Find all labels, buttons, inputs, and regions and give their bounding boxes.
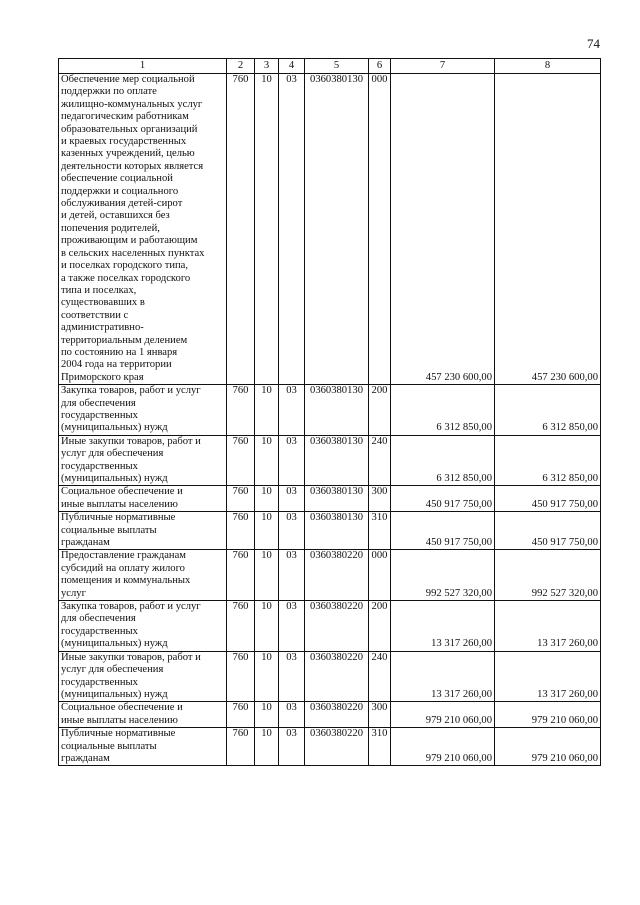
row-name-cell xyxy=(59,435,227,486)
row-name-line: и детей, оставшихся без xyxy=(61,210,170,222)
section-cell: 10 xyxy=(255,728,279,766)
expense-type-cell: 310 xyxy=(369,512,391,550)
row-name-line: Обеспечение мер социальной xyxy=(61,74,195,85)
row-name-line: и поселках городского типа, xyxy=(61,260,189,272)
amount-year-2-cell: 992 527 320,00 xyxy=(495,550,601,601)
amount-year-1-cell: 6 312 850,00 xyxy=(391,385,495,436)
table-row xyxy=(59,702,601,728)
row-name-line: существовавших в xyxy=(61,297,145,309)
table-row xyxy=(59,435,601,486)
expense-type-cell: 000 xyxy=(369,74,391,385)
row-name-line: а также поселках городского xyxy=(61,272,191,284)
table-row xyxy=(59,550,601,601)
row-name-line: в сельских населенных пунктах xyxy=(61,247,205,259)
target-article-cell: 0360380220 xyxy=(305,702,369,728)
row-name-line: типа и поселках, xyxy=(61,284,137,296)
row-name-line: жилищно-коммунальных услуг xyxy=(61,98,203,110)
target-article-cell: 0360380220 xyxy=(305,601,369,652)
table-row xyxy=(59,74,601,385)
subsection-cell: 03 xyxy=(279,74,305,385)
target-article-cell: 0360380220 xyxy=(305,550,369,601)
amount-year-1-cell: 457 230 600,00 xyxy=(391,74,495,385)
expense-type-cell: 240 xyxy=(369,651,391,702)
amount-year-2-cell: 457 230 600,00 xyxy=(495,74,601,385)
amount-year-2-cell: 13 317 260,00 xyxy=(495,651,601,702)
column-header: 5 xyxy=(305,59,369,74)
row-name-line: (муниципальных) нужд xyxy=(61,688,168,700)
section-cell: 10 xyxy=(255,512,279,550)
amount-year-2-cell: 450 917 750,00 xyxy=(495,486,601,512)
target-article-cell: 0360380130 xyxy=(305,435,369,486)
row-name-cell xyxy=(59,601,227,652)
subsection-cell: 03 xyxy=(279,435,305,486)
row-name-cell xyxy=(59,74,227,385)
admin-code-cell: 760 xyxy=(227,512,255,550)
subsection-cell: 03 xyxy=(279,601,305,652)
target-article-cell: 0360380130 xyxy=(305,512,369,550)
table-row xyxy=(59,486,601,512)
subsection-cell: 03 xyxy=(279,512,305,550)
amount-year-1-cell: 13 317 260,00 xyxy=(391,651,495,702)
row-name-line: проживающим и работающим xyxy=(61,235,198,247)
target-article-cell: 0360380130 xyxy=(305,385,369,436)
section-cell: 10 xyxy=(255,550,279,601)
row-name-line: Закупка товаров, работ и услуг xyxy=(61,601,201,613)
row-name-cell xyxy=(59,385,227,436)
target-article-cell: 0360380130 xyxy=(305,74,369,385)
row-name-line: для обеспечения xyxy=(61,397,136,409)
page-number: 74 xyxy=(587,36,600,51)
section-cell: 10 xyxy=(255,385,279,436)
section-cell: 10 xyxy=(255,601,279,652)
row-name-line: казенных учреждений, целью xyxy=(61,148,195,160)
subsection-cell: 03 xyxy=(279,486,305,512)
subsection-cell: 03 xyxy=(279,385,305,436)
budget-table xyxy=(58,58,601,766)
amount-year-2-cell: 6 312 850,00 xyxy=(495,435,601,486)
row-name-line: услуг для обеспечения xyxy=(61,448,164,460)
subsection-cell: 03 xyxy=(279,728,305,766)
row-name-line: и краевых государственных xyxy=(61,136,187,148)
subsection-cell: 03 xyxy=(279,550,305,601)
expense-type-cell: 300 xyxy=(369,486,391,512)
target-article-cell: 0360380220 xyxy=(305,728,369,766)
row-name-line: государственных xyxy=(61,676,138,688)
row-name-line: территориальным делением xyxy=(61,334,188,346)
row-name-line: (муниципальных) нужд xyxy=(61,638,168,650)
row-name-line: попечения родителей, xyxy=(61,222,160,234)
expense-type-cell: 240 xyxy=(369,435,391,486)
column-header: 8 xyxy=(495,59,601,74)
admin-code-cell: 760 xyxy=(227,550,255,601)
section-cell: 10 xyxy=(255,651,279,702)
amount-year-2-cell: 450 917 750,00 xyxy=(495,512,601,550)
row-name-line: педагогическим работникам xyxy=(61,111,189,123)
row-name-line: Публичные нормативные xyxy=(61,728,176,740)
section-cell: 10 xyxy=(255,435,279,486)
row-name-line: образовательных организаций xyxy=(61,123,198,135)
amount-year-1-cell: 13 317 260,00 xyxy=(391,601,495,652)
row-name-line: государственных xyxy=(61,625,138,637)
target-article-cell: 0360380220 xyxy=(305,651,369,702)
amount-year-2-cell: 6 312 850,00 xyxy=(495,385,601,436)
amount-year-1-cell: 979 210 060,00 xyxy=(391,702,495,728)
section-cell: 10 xyxy=(255,486,279,512)
table-row xyxy=(59,601,601,652)
row-name-line: социальные выплаты xyxy=(61,740,157,752)
amount-year-2-cell: 979 210 060,00 xyxy=(495,728,601,766)
table-row xyxy=(59,512,601,550)
table-header-row xyxy=(59,59,601,74)
row-name-line: (муниципальных) нужд xyxy=(61,422,168,434)
row-name-cell xyxy=(59,486,227,512)
row-name-line: Закупка товаров, работ и услуг xyxy=(61,385,201,397)
row-name-line: гражданам xyxy=(61,537,110,549)
row-name-line: Публичные нормативные xyxy=(61,512,176,524)
amount-year-1-cell: 450 917 750,00 xyxy=(391,512,495,550)
expense-type-cell: 000 xyxy=(369,550,391,601)
row-name-line: деятельности которых является xyxy=(61,160,204,172)
row-name-cell xyxy=(59,702,227,728)
row-name-line: (муниципальных) нужд xyxy=(61,473,168,484)
row-name-line: гражданам xyxy=(61,752,110,764)
amount-year-2-cell: 979 210 060,00 xyxy=(495,702,601,728)
row-name-line: Иные закупки товаров, работ и xyxy=(61,651,201,663)
expense-type-cell: 310 xyxy=(369,728,391,766)
row-name-line: иные выплаты населению xyxy=(61,714,178,726)
row-name-line: для обеспечения xyxy=(61,613,136,625)
row-name-line: Социальное обеспечение и xyxy=(61,702,183,714)
table-row xyxy=(59,728,601,766)
row-name-line: административно- xyxy=(61,322,144,334)
row-name-cell xyxy=(59,728,227,766)
amount-year-1-cell: 992 527 320,00 xyxy=(391,550,495,601)
row-name-line: Приморского края xyxy=(61,371,144,383)
row-name-line: поддержки и социального xyxy=(61,185,179,197)
column-header: 3 xyxy=(255,59,279,74)
expense-type-cell: 200 xyxy=(369,601,391,652)
admin-code-cell: 760 xyxy=(227,702,255,728)
admin-code-cell: 760 xyxy=(227,385,255,436)
row-name-line: услуг для обеспечения xyxy=(61,664,164,676)
row-name-line: иные выплаты населению xyxy=(61,498,178,510)
section-cell: 10 xyxy=(255,702,279,728)
row-name-cell xyxy=(59,550,227,601)
admin-code-cell: 760 xyxy=(227,601,255,652)
row-name-line: Предоставление гражданам xyxy=(61,550,186,562)
admin-code-cell: 760 xyxy=(227,74,255,385)
expense-type-cell: 200 xyxy=(369,385,391,436)
row-name-cell xyxy=(59,651,227,702)
section-cell: 10 xyxy=(255,74,279,385)
admin-code-cell: 760 xyxy=(227,728,255,766)
row-name-line: услуг xyxy=(61,587,86,599)
row-name-line: обеспечение социальной xyxy=(61,173,173,185)
amount-year-1-cell: 450 917 750,00 xyxy=(391,486,495,512)
row-name-line: поддержки по оплате xyxy=(61,86,157,98)
expense-type-cell: 300 xyxy=(369,702,391,728)
row-name-line: Иные закупки товаров, работ и xyxy=(61,435,201,447)
admin-code-cell: 760 xyxy=(227,435,255,486)
column-header: 6 xyxy=(369,59,391,74)
admin-code-cell: 760 xyxy=(227,651,255,702)
amount-year-2-cell: 13 317 260,00 xyxy=(495,601,601,652)
column-header: 2 xyxy=(227,59,255,74)
row-name-line: государственных xyxy=(61,460,138,472)
row-name-line: Социальное обеспечение и xyxy=(61,486,183,498)
subsection-cell: 03 xyxy=(279,702,305,728)
row-name-line: субсидий на оплату жилого xyxy=(61,562,185,574)
target-article-cell: 0360380130 xyxy=(305,486,369,512)
row-name-line: обслуживания детей-сирот xyxy=(61,198,183,210)
column-header: 4 xyxy=(279,59,305,74)
row-name-line: соответствии с xyxy=(61,309,129,321)
row-name-line: социальные выплаты xyxy=(61,524,157,536)
table-row xyxy=(59,385,601,436)
table-row xyxy=(59,651,601,702)
column-header: 1 xyxy=(59,59,227,74)
subsection-cell: 03 xyxy=(279,651,305,702)
amount-year-1-cell: 6 312 850,00 xyxy=(391,435,495,486)
row-name-line: государственных xyxy=(61,409,138,421)
row-name-line: 2004 года на территории xyxy=(61,359,172,371)
column-header: 7 xyxy=(391,59,495,74)
admin-code-cell: 760 xyxy=(227,486,255,512)
row-name-cell xyxy=(59,512,227,550)
row-name-line: помещения и коммунальных xyxy=(61,575,191,587)
amount-year-1-cell: 979 210 060,00 xyxy=(391,728,495,766)
row-name-line: по состоянию на 1 января xyxy=(61,346,178,358)
